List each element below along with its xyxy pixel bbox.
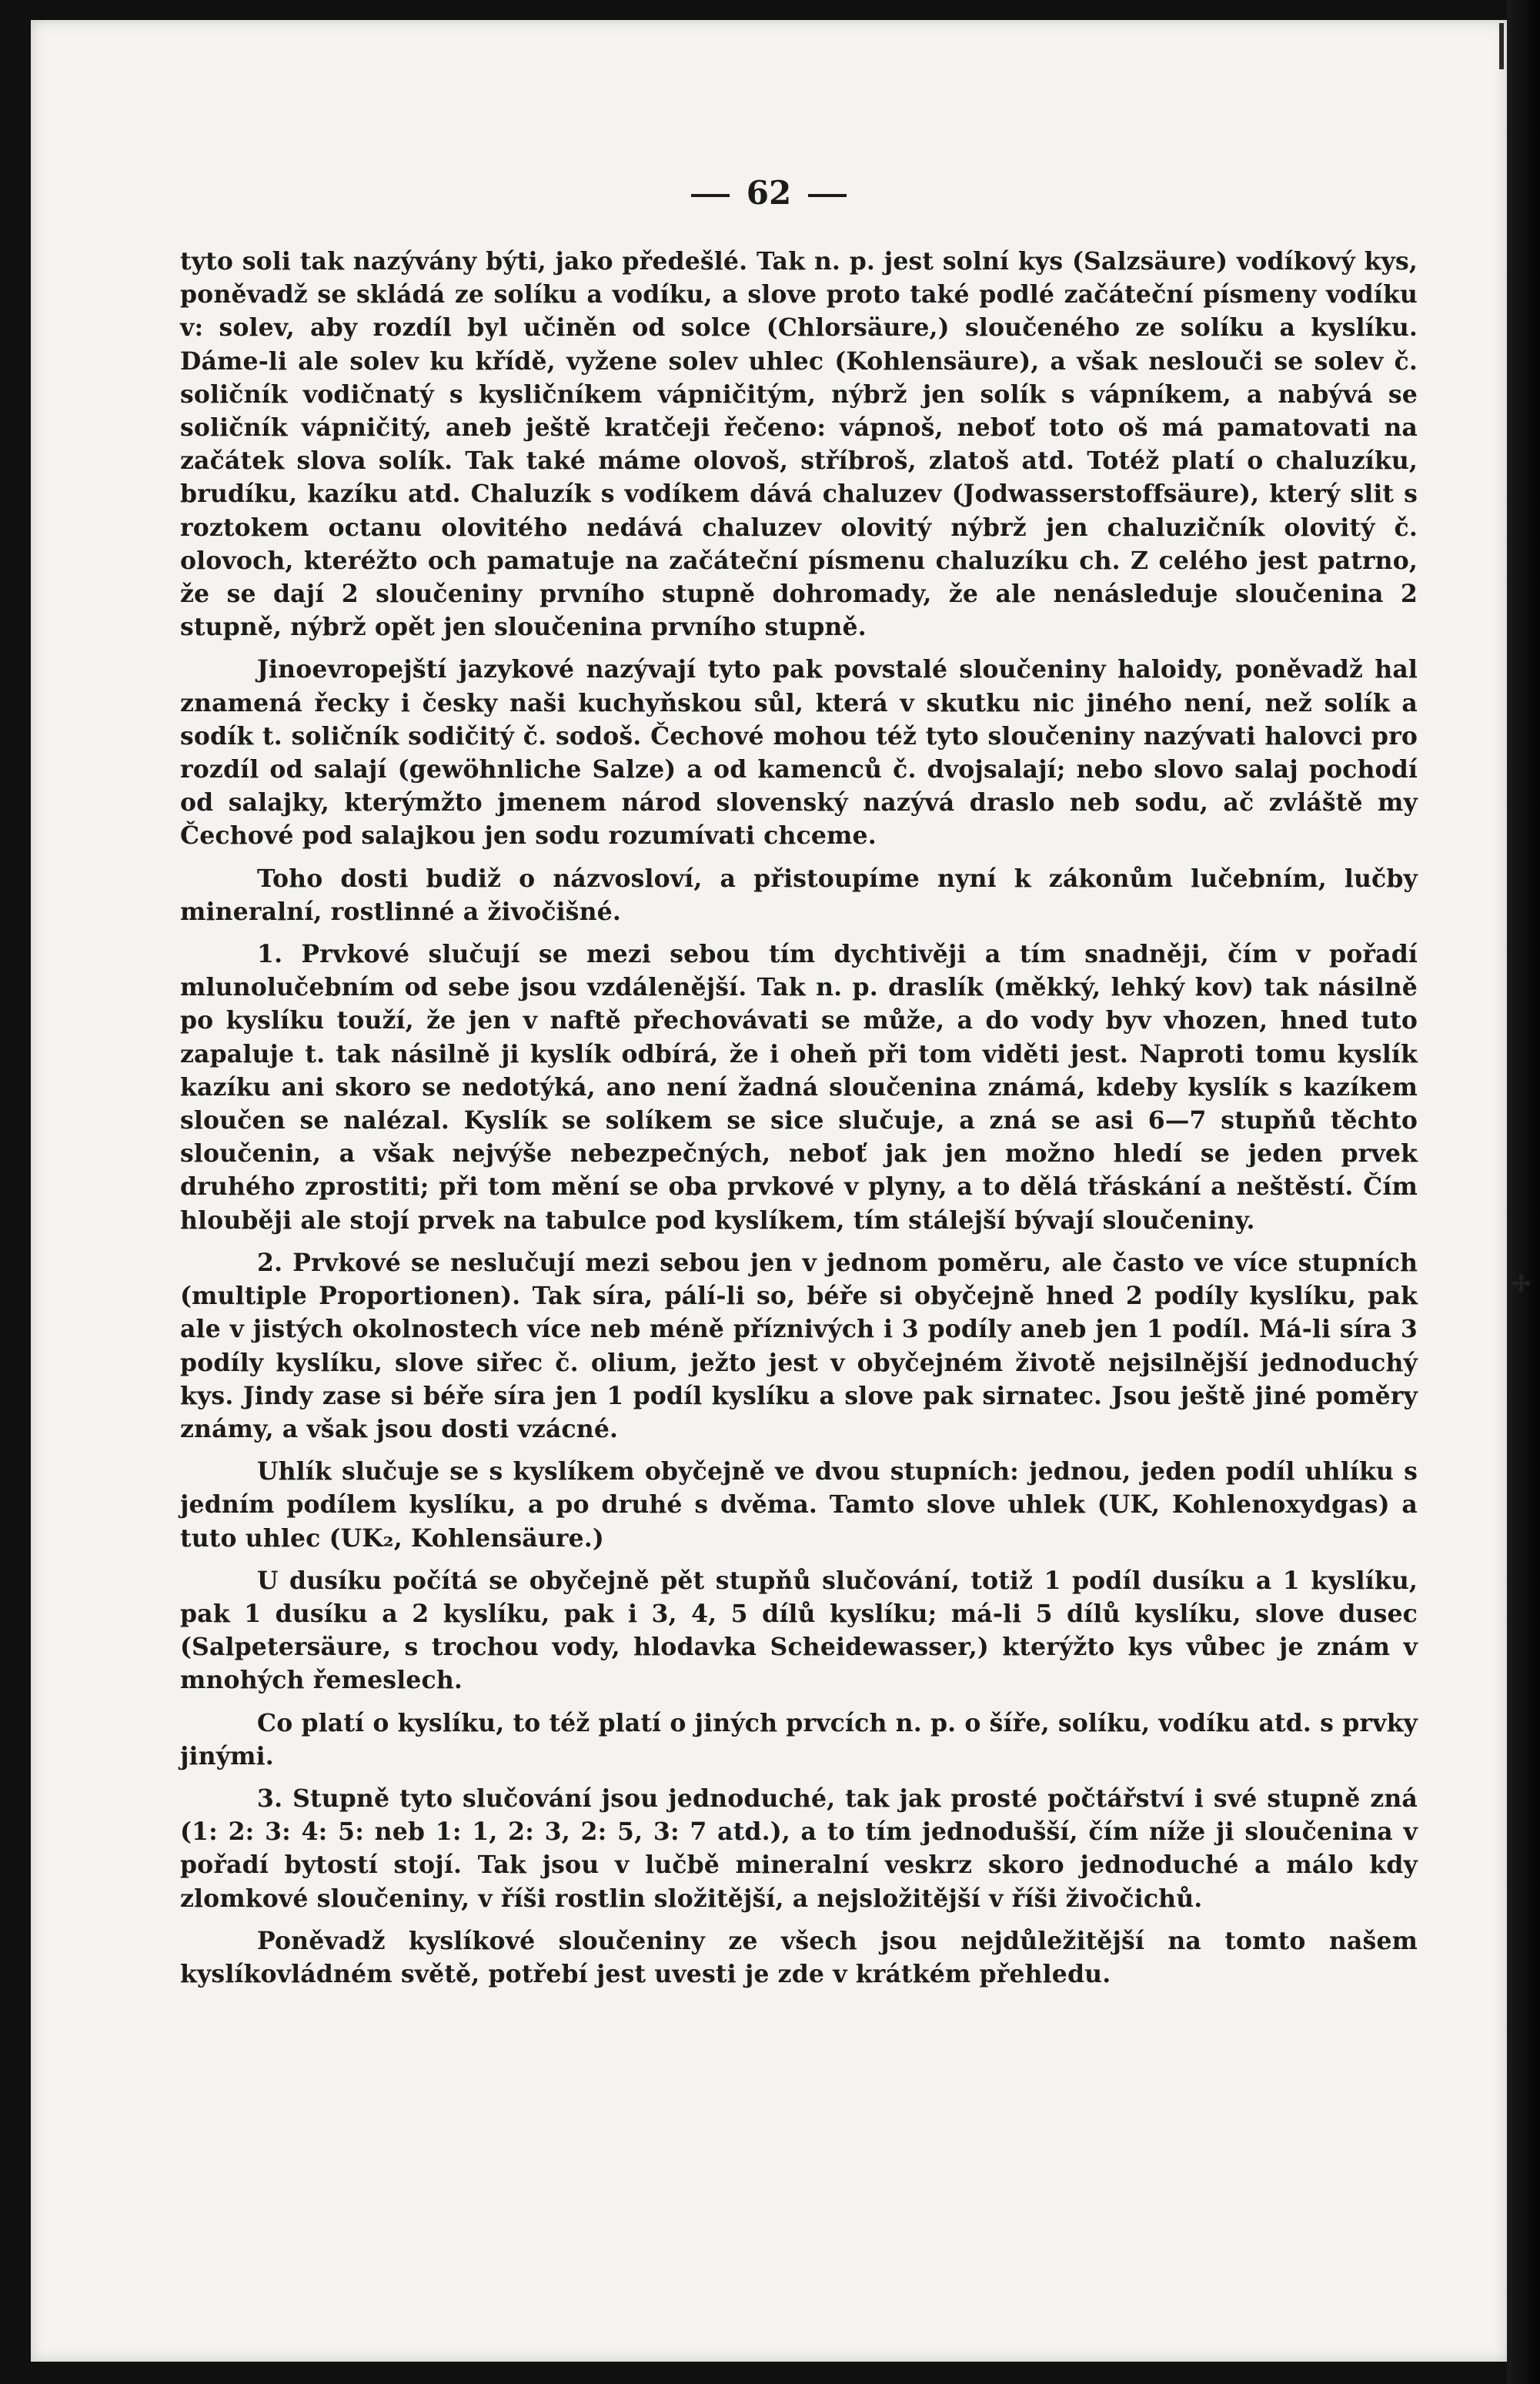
header-dash-right <box>808 194 847 197</box>
paragraph-7: U dusíku počítá se obyčejně pět stupňů slučování, totiž 1 podíl dusíku a 1 kyslíku, pak 1 dusíku a 2 kyslíku, pak i 3, 4, 5 dílů kyslíku; má-li 5 dílů kyslíku, slove dusec (Salpetersäure, s trochou vody, hlodavka Scheidewasser,) kterýžto kys vůbec je znám v mnohých řemeslech. <box>180 1566 1418 1695</box>
margin-mark-icon: ✢ <box>1512 1271 1532 1298</box>
page-header <box>31 174 1507 212</box>
page-edge-shadow <box>1507 0 1540 2384</box>
paragraph-9: 3. Stupně tyto slučování jsou jednoduché, tak jak prosté počtářství i své stupně zná (1: 2: 3: 4: 5: neb 1: 1, 2: 3, 2: 5, 3: 7 atd.), a to tím jednodušší, čím níže ji sloučenina v pořadí bytostí stojí. Tak jsou v lučbě mineralní veskrz skoro jednoduché a málo kdy zlomkové sloučeniny, v říši rostlin složitější, a nejsložitější v říši živočichů. <box>180 1784 1418 1913</box>
edge-mark <box>1499 23 1504 69</box>
paragraph-6: Uhlík slučuje se s kyslíkem obyčejně ve dvou stupních: jednou, jeden podíl uhlíku s jedním podílem kyslíku, a po druhé s dvěma. Tamto slove uhlek (UK, Kohlenoxydgas) a tuto uhlec (UK₂, Kohlensäure.) <box>180 1457 1418 1553</box>
paragraph-5: 2. Prvkové se neslučují mezi sebou jen v jednom poměru, ale často ve více stupních (multiple Proportionen). Tak síra, pálí-li so, béře si obyčejně hned 2 podíly kyslíku, pak ale v jistých okolnostech více neb méně příznivých i 3 podíly aneb jen 1 podíl. Má-li síra 3 podíly kyslíku, slove siřec č. olium, ježto jest v obyčejném životě nejsilnější jednoduchý kys. Jindy zase si béře síra jen 1 podíl kyslíku a slove pak sirnatec. Jsou ještě jiné poměry známy, a však jsou dosti vzácné. <box>180 1248 1418 1443</box>
header-dash-left <box>691 194 730 197</box>
page-number: 62 <box>746 174 792 212</box>
paragraph-8: Co platí o kyslíku, to též platí o jiných prvcích n. p. o šíře, solíku, vodíku atd. s prvky jinými. <box>180 1708 1418 1770</box>
paragraph-3: Toho dosti budiž o názvosloví, a přistoupíme nyní k zákonům lučebním, lučby mineralní, rostlinné a živočišné. <box>180 864 1418 926</box>
document-page <box>31 20 1532 2362</box>
paragraph-4: 1. Prvkové slučují se mezi sebou tím dychtivěji a tím snadněji, čím v pořadí mlunolučebním od sebe jsou vzdálenější. Tak n. p. draslík (měkký, lehký kov) tak násilně po kyslíku touží, že jen v naftě přechovávati se může, a do vody byv vhozen, hned tuto zapaluje t. tak násilně ji kyslík odbírá, že i oheň při tom viděti jest. Naproti tomu kyslík kazíku ani skoro se nedotýká, ano není žadná sloučenina známá, kdeby kyslík s kazíkem sloučen se nalézal. Kyslík se solíkem se sice slučuje, a zná se asi 6—7 stupňů těchto sloučenin, a však nejvýše nebezpečných, neboť jak jen možno hledí se jeden prvek druhého zprostiti; při tom mění se oba prvkové v plyny, a to dělá třáskání a neštěstí. Čím hlouběji ale stojí prvek na tabulce pod kyslíkem, tím stálejší bývají sloučeniny. <box>180 940 1418 1235</box>
paragraph-10: Poněvadž kyslíkové sloučeniny ze všech jsou nejdůležitější na tomto našem kyslíkovládném světě, potřebí jest uvesti je zde v krátkém přehledu. <box>180 1926 1418 1988</box>
paragraph-2: Jinoevropejští jazykové nazývají tyto pak povstalé sloučeniny haloidy, poněvadž hal znamená řecky i česky naši kuchyňskou sůl, která v skutku nic jiného není, než solík a sodík t. soličník sodičitý č. sodoš. Čechové mohou též tyto sloučeniny nazývati halovci pro rozdíl od salají (gewöhnliche Salze) a od kamenců č. dvojsalají; nebo slovo salaj pochodí od salajky, kterýmžto jmenem národ slovenský nazývá draslo neb sodu, ač zvláště my Čechové pod salajkou jen sodu rozumívati chceme. <box>180 655 1418 851</box>
paragraph-1: tyto soli tak nazývány býti, jako předešlé. Tak n. p. jest solní kys (Salzsäure) vodíkový kys, poněvadž se skládá ze solíku a vodíku, a slove proto také podlé začáteční písmeny vodíku v: solev, aby rozdíl byl učiněn od solce (Chlorsäure,) sloučeného ze solíku a kyslíku. Dáme-li ale solev ku křídě, vyžene solev uhlec (Kohlensäure), a však neslouči se solev č. soličník vodičnatý s kysličníkem vápničitým, nýbrž jen solík s vápníkem, a nabývá se soličník vápničitý, aneb ještě kratčeji řečeno: vápnoš, neboť toto oš má pamatovati na začátek slova solík. Tak také máme olovoš, stříbroš, zlatoš atd. Totéž platí o chaluzíku, brudíku, kazíku atd. Chaluzík s vodíkem dává chaluzev (Jodwasserstoffsäure), který slit s roztokem octanu olovitého nedává chaluzev olovitý nýbrž jen chaluzičník olovitý č. olovoch, kteréžto och pamatuje na začáteční písmenu chaluzíku ch. Z celého jest patrno, že se dají 2 sloučeniny prvního stupně dohromady, že ale nenásleduje sloučenina 2 stupně, nýbrž opět jen sloučenina prvního stupně. <box>180 247 1418 642</box>
page-body <box>180 245 1418 2000</box>
